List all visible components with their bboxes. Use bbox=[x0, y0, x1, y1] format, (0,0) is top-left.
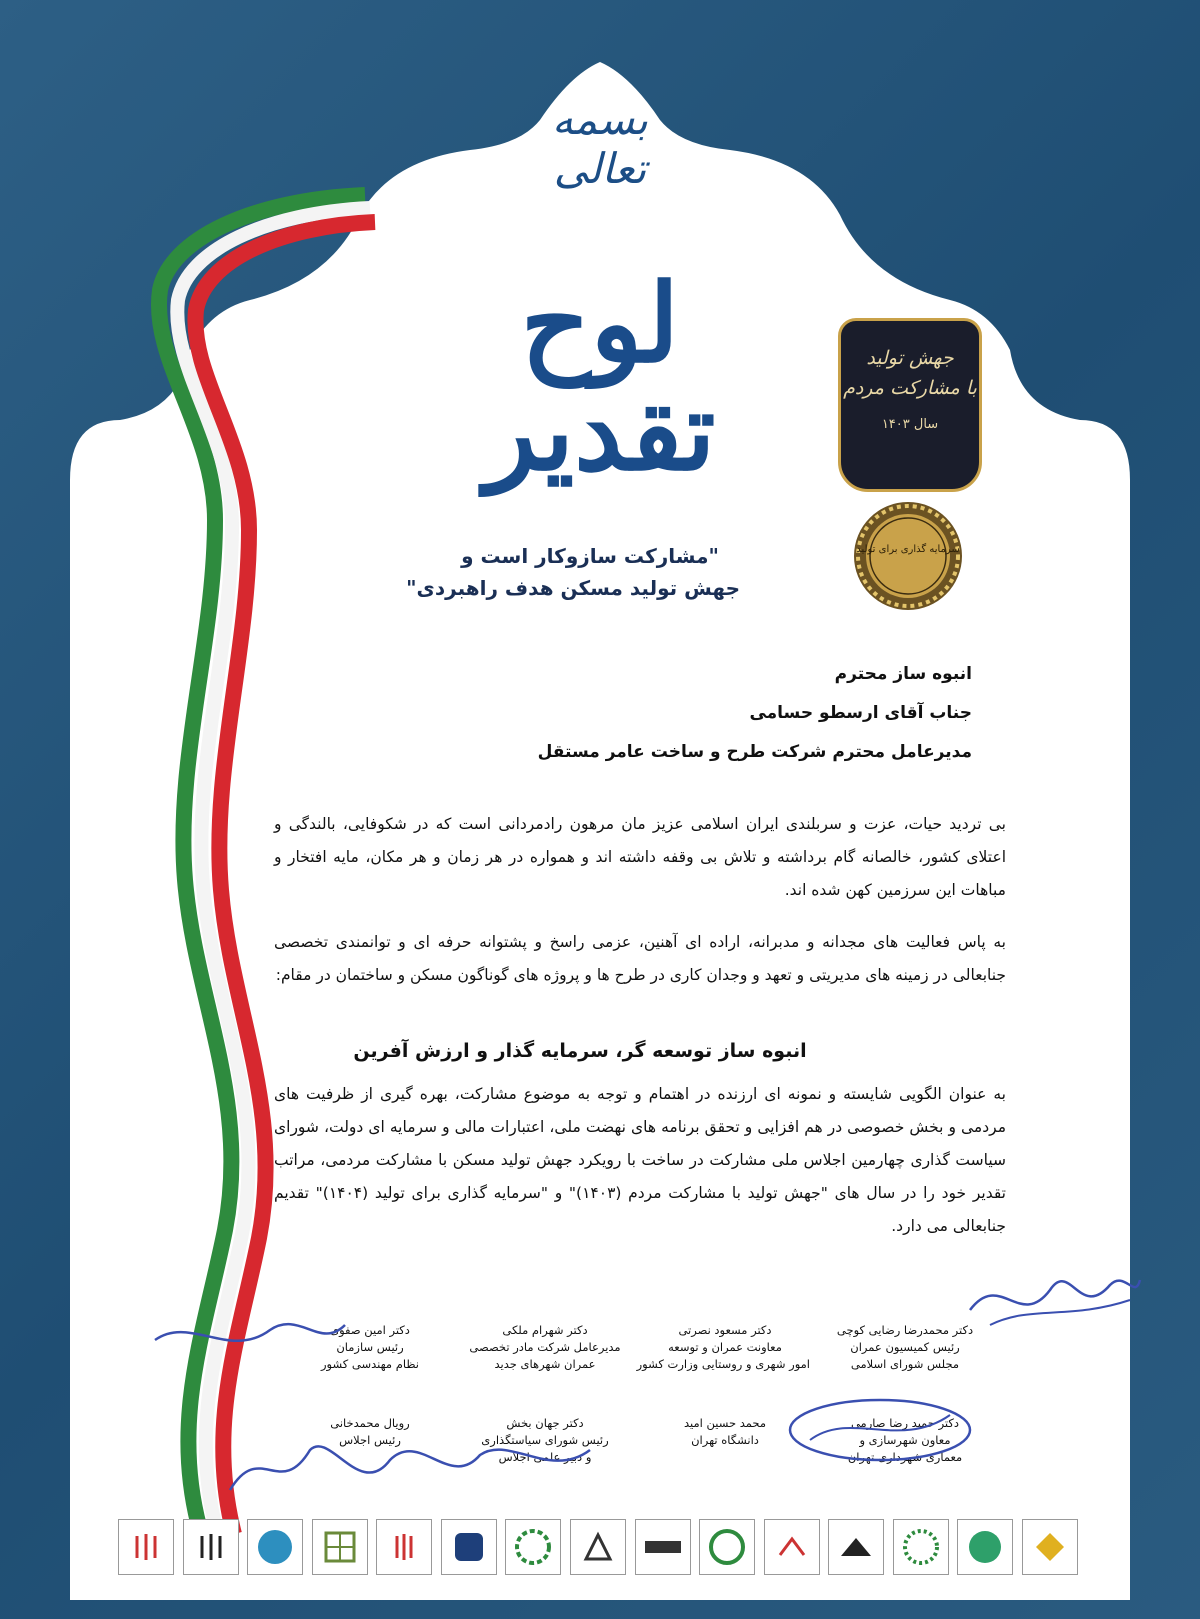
signatory-8: رویال محمدخانی رئیس اجلاس bbox=[330, 1416, 410, 1447]
signatory-7: دکتر جهان بخش رئیس شورای سیاستگذاری و دبیر علمی اجلاس bbox=[481, 1416, 609, 1464]
signatory-3: دکتر شهرام ملکی مدیرعامل شرکت مادر تخصصی عمران شهرهای جدید bbox=[469, 1323, 621, 1371]
gold-seal-icon bbox=[852, 500, 964, 612]
signatory-2: دکتر مسعود نصرتی معاونت عمران و توسعه امور شهری و روستایی وزارت کشور bbox=[636, 1323, 810, 1371]
logo-6-icon bbox=[441, 1519, 497, 1575]
seal-text: سرمایه گذاری برای تولید bbox=[856, 544, 960, 555]
signatory-1: دکتر محمدرضا رضایی کوچی رئیس کمیسیون عمران مجلس شورای اسلامی bbox=[836, 1323, 974, 1371]
badge-line-2: با مشارکت مردم bbox=[843, 377, 977, 399]
badge-line-1: جهش تولید bbox=[866, 347, 954, 369]
logo-10-icon bbox=[699, 1519, 755, 1575]
signatory-5: دکتر حمید رضا صارمی معاون شهرسازی و معماری شهرداری تهران bbox=[847, 1416, 963, 1464]
body-paragraph-2: به پاس فعالیت های مجدانه و مدبرانه، اراده ای آهنین، عزمی راسخ و پشتوانه حرفه ای و توانمندی تخصصی جنابعالی در زمینه های مدیریتی و تعهد و وجدان کاری در طرح ها و پروژه های گوناگون مسکن و ساختمان در مقام: bbox=[274, 933, 1006, 984]
slogan-line-2: جهش تولید مسکن هدف راهبردی" bbox=[406, 576, 740, 600]
recipient-line-1: انبوه ساز محترم bbox=[834, 664, 972, 684]
logo-1-icon bbox=[118, 1519, 174, 1575]
recipient-line-3: مدیرعامل محترم شرکت طرح و ساخت عامر مستقل bbox=[537, 742, 972, 762]
badge-year: سال ۱۴۰۳ bbox=[881, 417, 939, 432]
signature-1-icon bbox=[960, 1250, 1150, 1340]
campaign-badge bbox=[838, 318, 982, 492]
body-paragraph-3: به عنوان الگویی شایسته و نمونه ای ارزنده در اهتمام و توجه به موضوع مشارکت، بهره گیری از ظرفیت های مردمی و بخش خصوصی در هم افزایی و تحقق برنامه های نهضت ملی، اعتبارات مالی و سرمایه ای دولت، شورای سیاست گذاری چهارمین اجلاس ملی مشارکت در ساخت با رویکرد جهش تولید مسکن با مشارکت مردمی، مراتب تقدیر خود را در سال های "جهش تولید با مشارکت مردم (۱۴۰۳)" و "سرمایه گذاری برای تولید (۱۴۰۴)" تقدیم جنابعالی می دارد. bbox=[274, 1085, 1006, 1235]
logo-2-icon bbox=[183, 1519, 239, 1575]
page-title: لوح تقدیر bbox=[484, 261, 716, 495]
logo-14-icon bbox=[957, 1519, 1013, 1575]
signature-2-icon bbox=[150, 1310, 350, 1370]
logo-11-icon bbox=[764, 1519, 820, 1575]
invocation: بسمه تعالی bbox=[552, 95, 648, 193]
body-paragraph-1: بی تردید حیات، عزت و سربلندی ایران اسلامی عزیز مان مرهون رادمردانی است که در شکوفایی، بالندگی و اعتلای کشور، خالصانه گام برداشته و تلاش بی وقفه داشته اند و همواره در هر زمان و هر مکان، مایه افتخار و مباهات این سرزمین کهن شده اند. bbox=[274, 815, 1006, 899]
slogan bbox=[406, 540, 740, 604]
recipient-line-2: جناب آقای ارسطو حسامی bbox=[749, 703, 972, 723]
slogan-line-1: "مشارکت سازوکار است و bbox=[461, 544, 719, 568]
logo-13-icon bbox=[893, 1519, 949, 1575]
signatory-4: دکتر امین صفوی رئیس سازمان نظام مهندسی کشور bbox=[321, 1323, 419, 1371]
logo-15-icon bbox=[1022, 1519, 1078, 1575]
signature-4-icon bbox=[220, 1420, 600, 1510]
logo-7-icon bbox=[505, 1519, 561, 1575]
signatory-6: محمد حسین امید دانشگاه تهران bbox=[683, 1416, 767, 1447]
sponsor-logos bbox=[118, 1512, 1078, 1582]
logo-5-icon bbox=[376, 1519, 432, 1575]
logo-4-icon bbox=[312, 1519, 368, 1575]
logo-9-icon bbox=[635, 1519, 691, 1575]
award-title: انبوه ساز توسعه گر، سرمایه گذار و ارزش آفرین bbox=[353, 1040, 807, 1062]
recipient-block bbox=[272, 655, 972, 772]
logo-3-icon bbox=[247, 1519, 303, 1575]
logo-12-icon bbox=[828, 1519, 884, 1575]
logo-8-icon bbox=[570, 1519, 626, 1575]
signature-3-icon bbox=[780, 1390, 980, 1470]
